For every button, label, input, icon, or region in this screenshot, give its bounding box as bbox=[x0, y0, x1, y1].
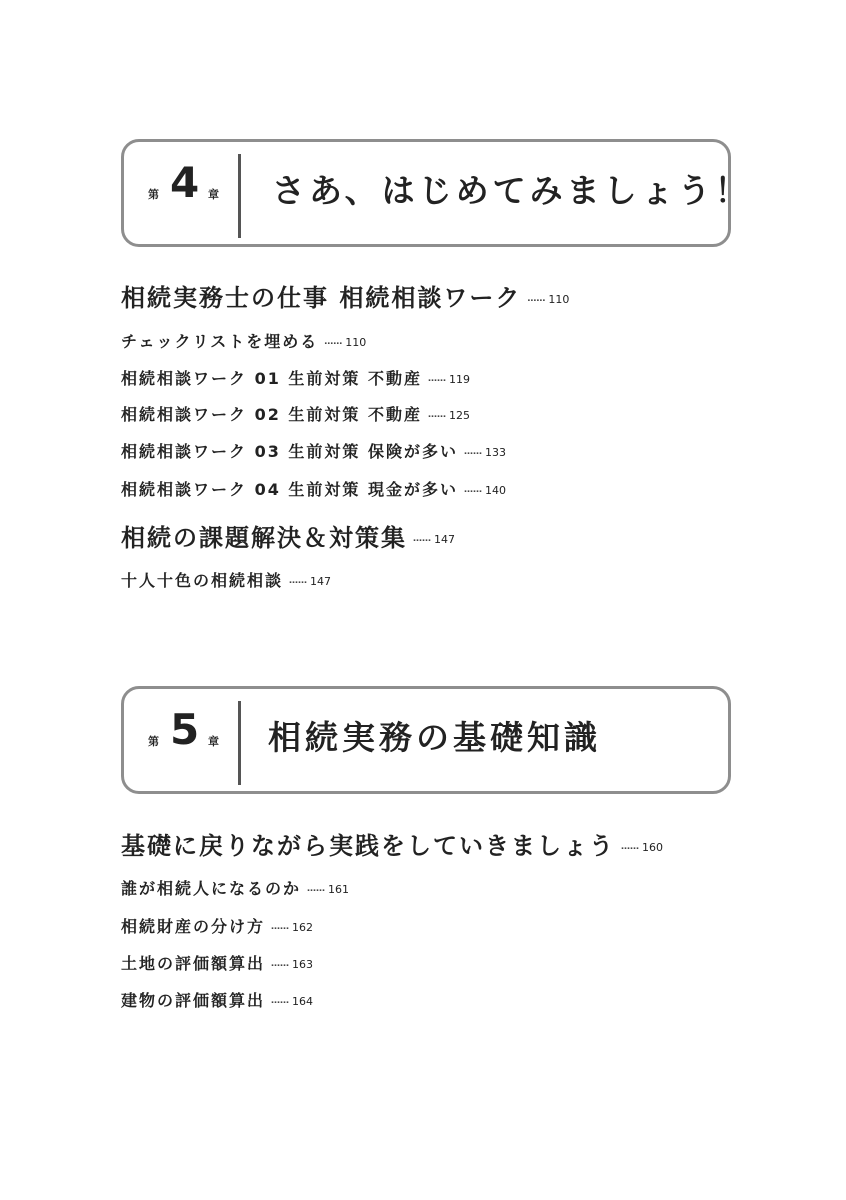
toc-entry[interactable] bbox=[121, 881, 349, 897]
toc-page-number: 147 bbox=[310, 575, 332, 588]
chapter-title: さあ、はじめてみましょう！ bbox=[272, 171, 752, 210]
toc-page-number: 160 bbox=[642, 840, 663, 854]
toc-leader: …… bbox=[621, 841, 639, 852]
toc-entry[interactable] bbox=[121, 956, 313, 972]
toc-entry[interactable] bbox=[121, 407, 470, 423]
toc-entry[interactable] bbox=[121, 993, 313, 1009]
toc-entry-title: 相続の課題解決＆対策集 bbox=[121, 524, 407, 552]
toc-leader: …… bbox=[324, 337, 343, 347]
toc-leader: …… bbox=[427, 374, 446, 384]
toc-leader: …… bbox=[463, 485, 482, 495]
toc-entry-title: 相続相談ワーク 03 生前対策 保険が多い bbox=[121, 442, 458, 461]
toc-page-number: 133 bbox=[484, 446, 506, 459]
toc-page-number: 162 bbox=[292, 921, 314, 934]
chapter-title: 相続実務の基礎知識 bbox=[268, 718, 601, 757]
chapter-number: 4 bbox=[170, 158, 200, 207]
toc-leader: …… bbox=[527, 293, 546, 304]
chapter-5-header bbox=[121, 686, 731, 794]
toc-entry[interactable] bbox=[121, 834, 663, 858]
chapter-prefix: 第 bbox=[148, 735, 159, 748]
toc-page-number: 140 bbox=[484, 484, 506, 497]
toc-page-number: 161 bbox=[328, 883, 350, 896]
toc-entry-title: 土地の評価額算出 bbox=[121, 954, 266, 973]
toc-entry[interactable] bbox=[121, 919, 313, 935]
toc-entry[interactable] bbox=[121, 286, 569, 310]
toc-entry-title: 相続実務士の仕事 相続相談ワーク bbox=[121, 284, 522, 312]
toc-entry-title: チェックリストを埋める bbox=[121, 332, 319, 351]
toc-page-number: 125 bbox=[448, 409, 470, 422]
toc-entry[interactable] bbox=[121, 334, 366, 350]
chapter-prefix: 第 bbox=[148, 188, 159, 201]
chapter-suffix: 章 bbox=[208, 735, 219, 748]
toc-entry[interactable] bbox=[121, 482, 506, 498]
toc-leader: …… bbox=[463, 447, 482, 457]
toc-entry-title: 相続相談ワーク 04 生前対策 現金が多い bbox=[121, 480, 458, 499]
chapter-number: 5 bbox=[170, 705, 200, 754]
toc-entry[interactable] bbox=[121, 371, 470, 387]
toc-leader: …… bbox=[427, 410, 446, 420]
toc-entry-title: 相続相談ワーク 01 生前対策 不動産 bbox=[121, 369, 422, 388]
toc-leader: …… bbox=[271, 922, 290, 932]
toc-page-number: 110 bbox=[345, 336, 367, 349]
toc-entry-title: 建物の評価額算出 bbox=[121, 991, 266, 1010]
toc-entry-title: 相続相談ワーク 02 生前対策 不動産 bbox=[121, 405, 422, 424]
toc-leader: …… bbox=[289, 576, 308, 586]
toc-page-number: 119 bbox=[448, 373, 470, 386]
toc-leader: …… bbox=[271, 959, 290, 969]
toc-leader: …… bbox=[271, 996, 290, 1006]
toc-entry[interactable] bbox=[121, 573, 331, 589]
toc-leader: …… bbox=[413, 533, 431, 544]
toc-entry-title: 十人十色の相続相談 bbox=[121, 571, 284, 590]
toc-page-number: 163 bbox=[292, 958, 314, 971]
toc-page-number: 164 bbox=[292, 995, 314, 1008]
toc-page-number: 110 bbox=[548, 292, 570, 306]
chapter-suffix: 章 bbox=[208, 188, 219, 201]
toc-leader: …… bbox=[307, 884, 326, 894]
chapter-4-header bbox=[121, 139, 752, 247]
toc-entry-title: 誰が相続人になるのか bbox=[121, 879, 302, 898]
toc-page-number: 147 bbox=[434, 532, 455, 546]
toc-entry[interactable] bbox=[121, 444, 506, 460]
toc-entry-title: 基礎に戻りながら実践をしていきましょう bbox=[121, 832, 615, 860]
toc-entry-title: 相続財産の分け方 bbox=[121, 917, 266, 936]
chapter-divider bbox=[238, 154, 241, 238]
toc-entry[interactable] bbox=[121, 526, 455, 550]
chapter-divider bbox=[238, 701, 241, 785]
